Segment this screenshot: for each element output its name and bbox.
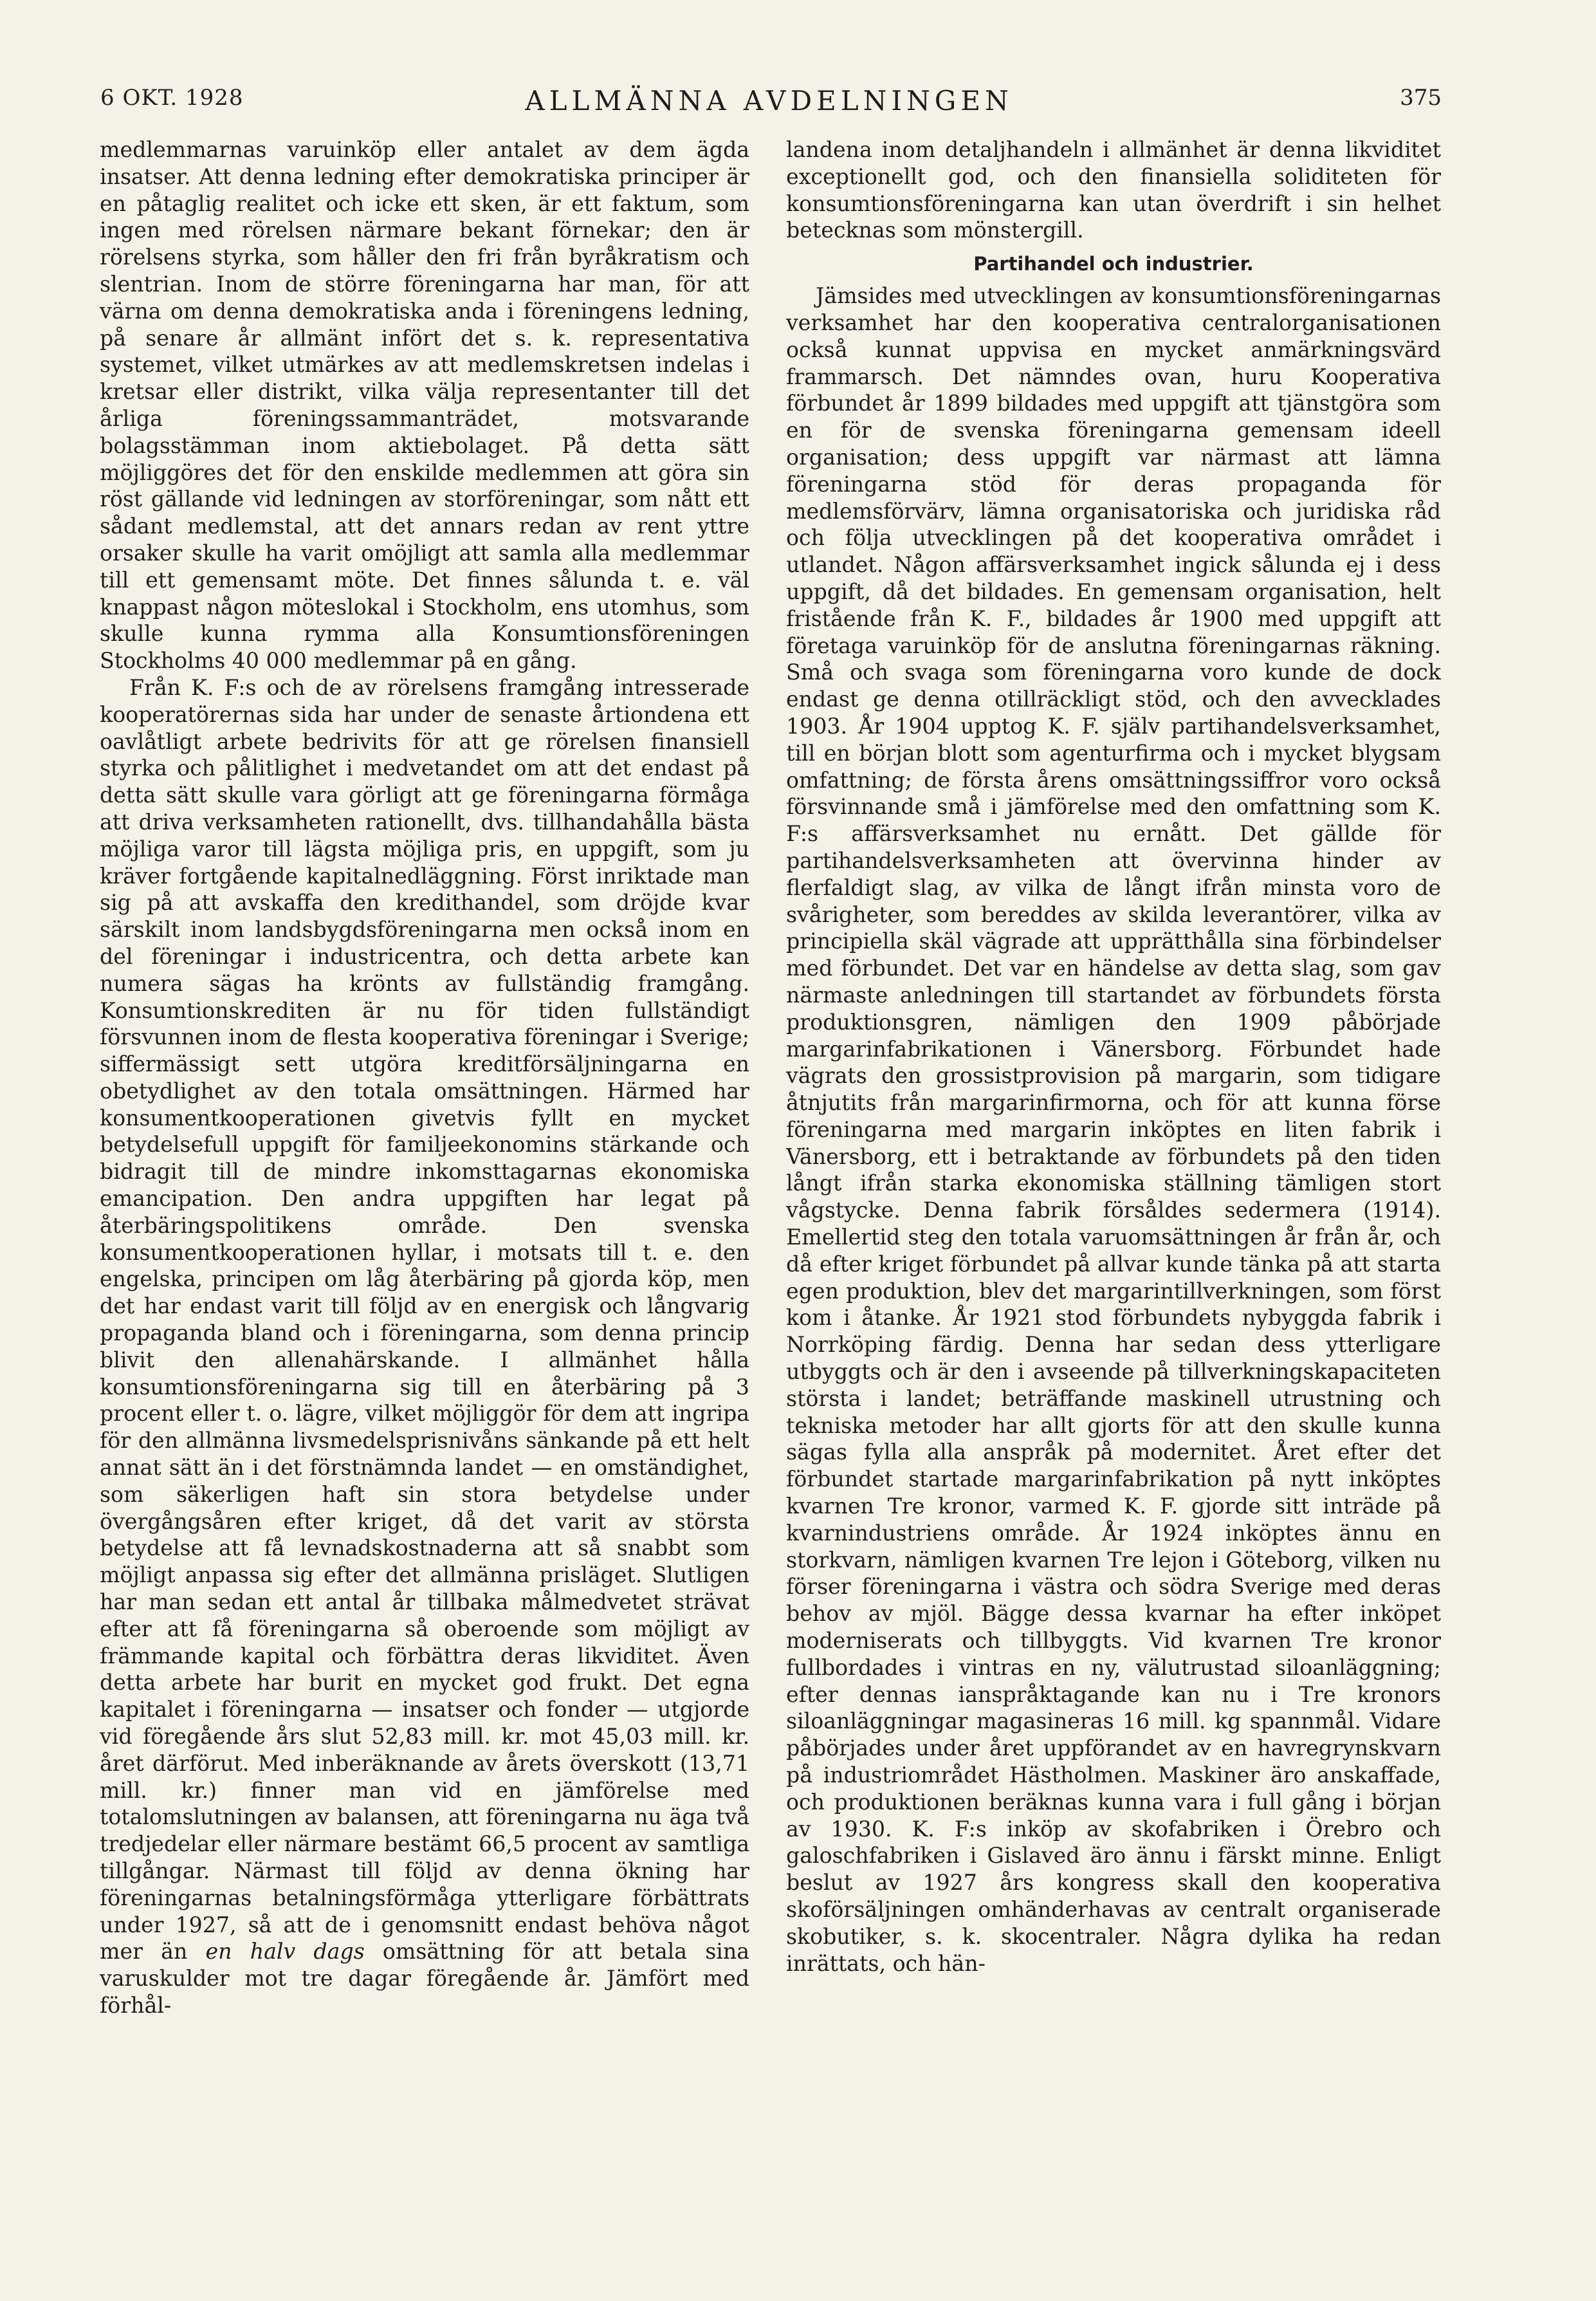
left-paragraph-2-end: omsättning för att betala sina varuskulder mot tre dagar föregående år. Jämfört med förhål- (100, 1939, 749, 2018)
issue-date: 6 OKT. 1928 (100, 85, 244, 111)
right-paragraph-2: Jämsides med utvecklingen av konsumtionsföreningarnas verksamhet har den kooperativa centralorganisationen också kunnat uppvisa en mycket anmärkningsvärd frammarsch. Det nämndes ovan, huru Kooperativa förbundet år 1899 bildades med uppgift att tjänstgöra som en för de svenska föreningarna gemensam ideell organisation; dess uppgift var närmast att lämna föreningarna stöd för deras propaganda för medlemsförvärv, lämna organisatoriska och juridiska råd och följa utvecklingen på det kooperativa området i utlandet. Någon affärsverksamhet ingick sålunda ej i dess uppgift, då det bildades. En gemensam organisation, helt fristående från K. F., bildades år 1900 med uppgift att företaga varuinköp för de anslutna föreningarnas räkning. Små och svaga som föreningarna voro kunde de dock endast ge denna otillräckligt stöd, och den avvecklades 1903. År 1904 upptog K. F. själv partihandelsverksamhet, till en början blott som agenturfirma och i mycket blygsam omfattning; de första årens omsättningssiffror voro också försvinnande små i jämförelse med den omfattning som K. F:s affärsverksamhet nu ernått. Det gällde för partihandelsverksamheten att övervinna hinder av flerfaldigt slag, av vilka de långt ifrån minsta voro de svårigheter, som bereddes av skilda leverantörer, vilka av principiella skäl vägrade att upprätthålla sina förbindelser med förbundet. Det var en händelse av detta slag, som gav närmaste anledningen till startandet av förbundets första produktionsgren, nämligen den 1909 påbörjade margarinfabrikationen i Vänersborg. Förbundet hade vägrats den grossistprovision på margarin, som tidigare åtnjutits från margarinfirmorna, och för att kunna förse föreningarna med margarin inköptes en liten fabrik i Vänersborg, ett i betraktande av förbundets på den tiden långt ifrån starka ekonomiska ställning tämligen stort vågstycke. Denna fabrik försåldes sedermera (1914). Emellertid steg den totala varuomsättningen år från år, och då efter kriget förbundet på allvar kunde tänka på att starta egen produktion, blev det margarintillverkningen, som först kom i åtanke. År 1921 stod förbundets nybyggda fabrik i Norrköping färdig. Denna har sedan dess ytterligare utbyggts och är den i avseende på tillverkningskapaciteten största i landet; beträffande maskinell utrustning och tekniska metoder har allt gjorts för att den skulle kunna sägas fylla alla anspråk på modernitet. Året efter det förbundet startade margarinfabrikation på nytt inköptes kvarnen Tre kronor, varmed K. F. gjorde sitt inträde på kvarnindustriens område. År 1924 inköptes ännu en storkvarn, nämligen kvarnen Tre lejon i Göteborg, vilken nu förser föreningarna i västra och södra Sverige med deras behov av mjöl. Bägge dessa kvarnar ha efter inköpet moderniserats och tillbyggts. Vid kvarnen Tre kronor fullbordades i vintras en ny, välutrustad siloanläggning; efter dennas ianspråktagande kan nu i Tre kronors siloanläggningar magasineras 16 mill. kg spannmål. Vidare påbörjades under året uppförandet av en havregrynskvarn på industriområdet Hästholmen. Maskiner äro anskaffade, och produktionen beräknas kunna vara i full gång i början av 1930. K. F:s inköp av skofabriken i Örebro och galoschfabriken i Gislaved äro ännu i färskt minne. Enligt beslut av 1927 års kongress skall den kooperativa skoförsäljningen omhänderhavas av centralt organiserade skobutiker, s. k. skocentraler. Några dylika ha redan inrättats, och hän- (786, 283, 1441, 1976)
right-paragraph-1: landena inom detaljhandeln i allmänhet är denna likviditet exceptionellt god, och den finansiella soliditeten för konsumtionsföreningarna kan utan överdrift i sin helhet betecknas som mönstergill. (786, 137, 1441, 243)
left-column (100, 136, 749, 2019)
page-header (96, 85, 1442, 124)
section-title: ALLMÄNNA AVDELNINGEN (525, 85, 1013, 116)
left-paragraph-2-text: Från K. F:s och de av rörelsens framgång intresserade kooperatörernas sida har under de senaste årtiondena ett oavlåtligt arbete bedrivits för att ge rörelsen finansiell styrka och pålitlighet i medvetandet om att det endast på detta sätt skulle vara görligt att ge föreningarna förmåga att driva verksamheten rationellt, dvs. tillhandahålla bästa möjliga varor till lägsta möjliga pris, en uppgift, som ju kräver fortgående kapitalnedläggning. Först inriktade man sig på att avskaffa den kredithandel, som dröjde kvar särskilt inom landsbygdsföreningarna men också inom en del föreningar i industricentra, och detta arbete kan numera sägas ha krönts av fullständig framgång. Konsumtionskrediten är nu för tiden fullständigt försvunnen inom de flesta kooperativa föreningar i Sverige; siffermässigt sett utgöra kreditförsäljningarna en obetydlighet av den totala omsättningen. Härmed har konsumentkooperationen givetvis fyllt en mycket betydelsefull uppgift för familjeekonomins stärkande och bidragit till de mindre inkomsttagarnas ekonomiska emancipation. Den andra uppgiften har legat på återbäringspolitikens område. Den svenska konsumentkooperationen hyllar, i motsats till t. e. den engelska, principen om låg återbäring på gjorda köp, men det har endast varit till följd av en energisk och långvarig propaganda bland och i föreningarna, som denna princip blivit den allenahärskande. I allmänhet hålla konsumtionsföreningarna sig till en återbäring på 3 procent eller t. o. lägre, vilket möjliggör för dem att ingripa för den allmänna livsmedelsprisnivåns sänkande på ett helt annat sätt än i det förstnämnda landet — en omständighet, som säkerligen haft sin stora betydelse under övergångsåren efter kriget, då det varit av största betydelse att få levnadskostnaderna att så snabbt som möjligt anpassa sig efter det allmänna prisläget. Slutligen har man sedan ett antal år tillbaka målmedvetet strävat efter att få föreningarna så oberoende som möjligt av främmande kapital och förbättra deras likviditet. Även detta arbete har burit en mycket god frukt. Det egna kapitalet i föreningarna — insatser och fonder — utgjorde vid föregående års slut 52,83 mill. kr. mot 45,03 mill. kr. året därförut. Med inberäknande av årets överskott (13,71 mill. kr.) finner man vid en jämförelse med totalomslutningen av balansen, att föreningarna nu äga två tredjedelar eller närmare bestämt 66,5 procent av samtliga tillgångar. Närmast till följd av denna ökning har föreningarnas betalningsförmåga ytterligare förbättrats under 1927, så att de i genomsnitt endast behöva något mer än (100, 674, 749, 1964)
right-column (786, 136, 1441, 1977)
page-number: 375 (1400, 85, 1442, 111)
italic-phrase: en halv dags (205, 1939, 365, 1964)
left-paragraph-2 (100, 674, 749, 2019)
section-heading: Partihandel och industrier. (973, 253, 1254, 275)
left-paragraph-1: medlemmarnas varuinköp eller antalet av dem ägda insatser. Att denna ledning efter demokratiska principer är en påtaglig realitet och icke ett sken, är ett faktum, som ingen med rörelsen närmare bekant förnekar; den är rörelsens styrka, som håller den fri från byråkratism och slentrian. Inom de större föreningarna har man, för att värna om denna demokratiska anda i föreningens ledning, på senare år allmänt infört det s. k. representativa systemet, vilket utmärkes av att medlemskretsen indelas i kretsar eller distrikt, vilka välja representanter till det årliga föreningssammanträdet, motsvarande bolagsstämman inom aktiebolaget. På detta sätt möjliggöres det för den enskilde medlemmen att göra sin röst gällande vid ledningen av storföreningar, som nått ett sådant medlemstal, att det annars redan av rent yttre orsaker skulle ha varit omöjligt att samla alla medlemmar till ett gemensamt möte. Det finnes sålunda t. e. väl knappast någon möteslokal i Stockholm, ens utomhus, som skulle kunna rymma alla Konsumtionsföreningen Stockholms 40 000 medlemmar på en gång. (100, 137, 749, 674)
